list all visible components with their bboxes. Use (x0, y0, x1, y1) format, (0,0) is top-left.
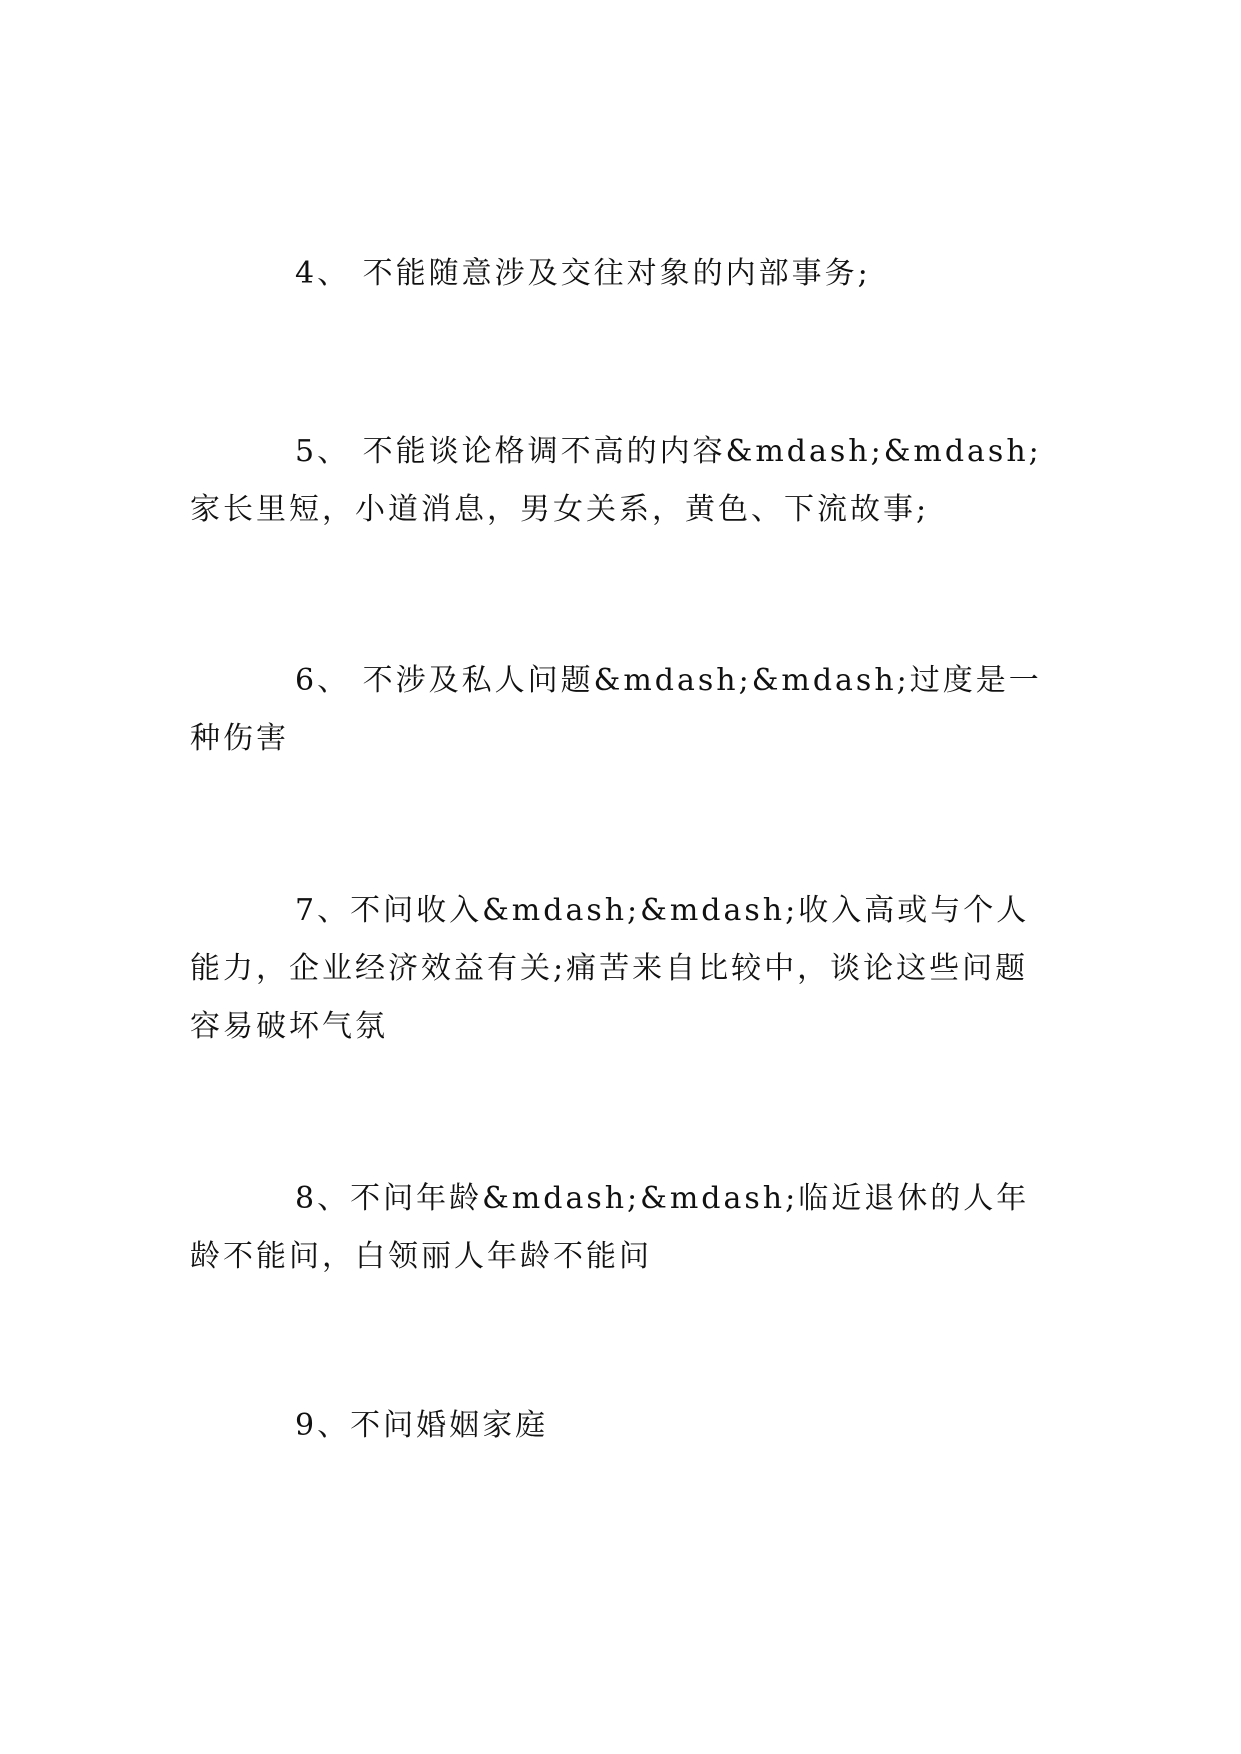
paragraph-item-4: 4、 不能随意涉及交往对象的内部事务; (295, 256, 871, 291)
paragraph-item-5: 5、 不能谈论格调不高的内容&mdash;&mdash;家长里短，小道消息，男女关系，黄色、下流故事; (190, 434, 1042, 527)
paragraph-item-6: 6、 不涉及私人问题&mdash;&mdash;过度是一种伤害 (190, 663, 1042, 756)
paragraph-item-7: 7、不问收入&mdash;&mdash;收入高或与个人能力，企业经济效益有关;痛苦来自比较中，谈论这些问题容易破坏气氛 (190, 893, 1030, 1044)
paragraph-item-9: 9、不问婚姻家庭 (295, 1408, 549, 1443)
paragraph-item-8: 8、不问年龄&mdash;&mdash;临近退休的人年龄不能问，白领丽人年龄不能问 (190, 1181, 1030, 1274)
